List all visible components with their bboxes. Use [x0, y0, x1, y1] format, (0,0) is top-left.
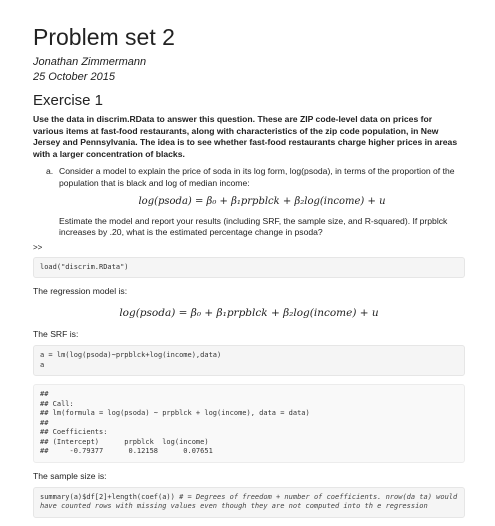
section-heading: Exercise 1: [33, 92, 104, 109]
exercise-intro: Use the data in discrim.RData to answer this question. These are ZIP code-level data on prices for various items at fast-food restaurants, along with characteristics of the zip code population, in New Jersey and Pennsylvania. The idea is to see whether fast-food restaurants charge higher prices in areas with a larger concentration of blacks.: [33, 114, 458, 159]
code-sample-size: [33, 487, 465, 518]
code-lm: a = lm(log(psoda)~prpblck+log(income),data) a: [33, 345, 465, 376]
author-name: Jonathan Zimmermann: [33, 56, 147, 68]
code-sample-comment: # = Degrees of freedom + number of coefficients. nrow(da ta) would have counted rows with missing values even though they are not computed into th e regression: [40, 492, 458, 510]
code-sample-expr: summary(a)$df[2]+length(coef(a)): [40, 492, 180, 501]
code-load: load("discrim.RData"): [33, 257, 465, 279]
label-regression-model: The regression model is:: [33, 286, 128, 296]
question-marker: a.: [46, 166, 54, 176]
output-lm: ## ## Call: ## lm(formula = log(psoda) ~ prpblck + log(income), data = data) ## ## Coefficients: ## (Intercept) prpblck log(income) ## -0.79377 0.12158 0.07651: [33, 384, 465, 463]
question-text: Consider a model to explain the price of soda in its log form, log(psoda), in terms of the proportion of the population that is black and log of median income:: [59, 166, 455, 188]
question-a: [33, 166, 465, 239]
document-date: 25 October 2015: [33, 71, 115, 83]
question-text-2: Estimate the model and report your results (including SRF, the sample size, and R-squared). If prpblck increases by .20, what is the estimated percentage change in psoda?: [59, 215, 448, 237]
prompt-marker: >>: [33, 242, 43, 252]
equation-model: log(psoda) = β₀ + β₁prpblck + β₂log(income) + u: [138, 196, 386, 207]
equation-regression: log(psoda) = β₀ + β₁prpblck + β₂log(income) + u: [119, 307, 379, 319]
label-sample-size: The sample size is:: [33, 470, 107, 481]
page-title: Problem set 2: [33, 24, 175, 50]
label-srf: The SRF is:: [33, 329, 79, 339]
document-page: [33, 22, 465, 526]
